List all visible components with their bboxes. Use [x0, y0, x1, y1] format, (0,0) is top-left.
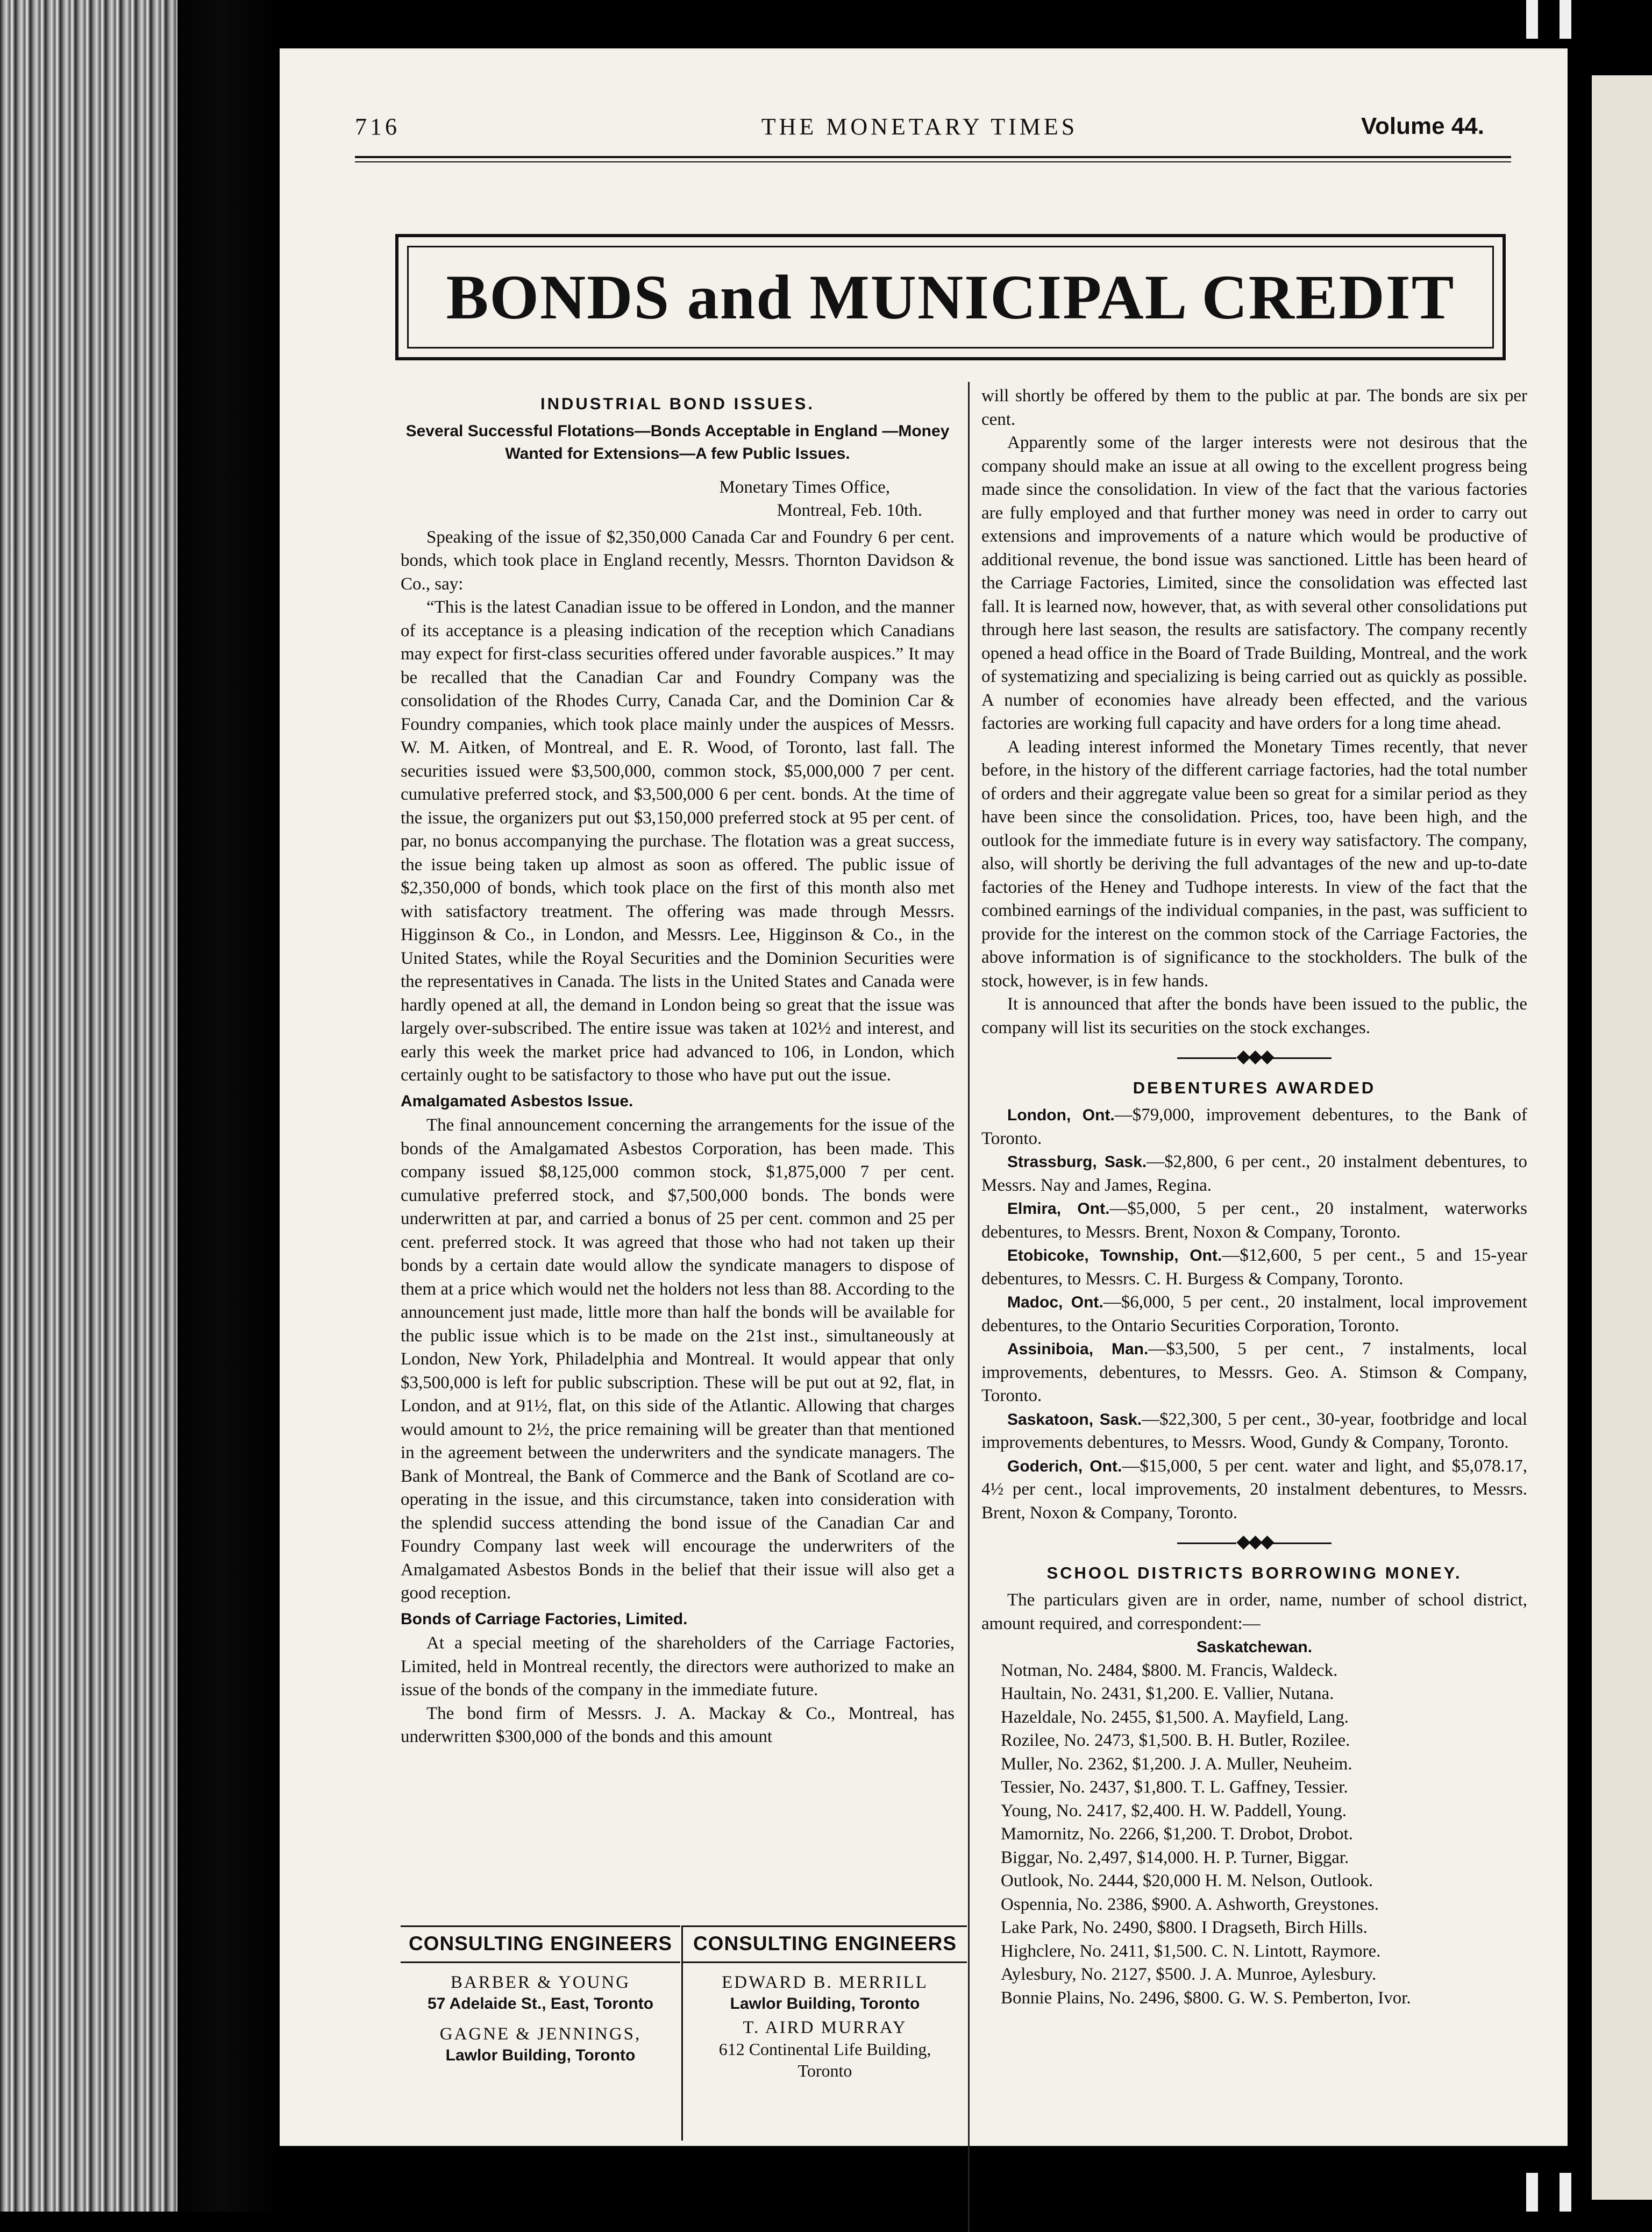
debentures-heading: DEBENTURES AWARDED: [1133, 1078, 1376, 1097]
ad-firm: GAGNE & JENNINGS,: [439, 2024, 642, 2044]
newspaper-page: [280, 48, 1568, 2146]
ad-address: Lawlor Building, Toronto: [730, 1995, 920, 2013]
debenture-details: —$5,000, 5 per cent., 20 instalment, waterworks debentures, to Messrs. Brent, Noxon & Company, Toronto.: [981, 1199, 1527, 1242]
article-heading: INDUSTRIAL BOND ISSUES.: [540, 394, 815, 413]
debenture-entry: [981, 1338, 1527, 1408]
debenture-entry: [981, 1197, 1527, 1244]
page-header: [355, 113, 1484, 145]
film-mark: [1526, 0, 1538, 39]
debenture-entry: [981, 1150, 1527, 1197]
debenture-details: —$3,500, 5 per cent., 7 instalments, local improvements, debentures, to Messrs. Geo. A. Stimson & Company, Toronto.: [981, 1339, 1527, 1405]
debenture-place: Strassburg, Sask.: [1007, 1153, 1147, 1171]
masthead: THE MONETARY TIMES: [761, 113, 1078, 140]
debenture-place: Saskatoon, Sask.: [1007, 1410, 1142, 1428]
debenture-details: —$15,000, 5 per cent. water and light, and $5,078.17, 4½ per cent., local improvements, 20 instalment debentures, to Messrs. Brent, Noxon & Company, Toronto.: [981, 1456, 1527, 1523]
paragraph: Speaking of the issue of $2,350,000 Canada Car and Foundry 6 per cent. bonds, which took place in England recently, Messrs. Thornton Davidson & Co., say:: [401, 527, 955, 594]
dateline-office: Monetary Times Office,: [719, 477, 890, 497]
paragraph: The bond firm of Messrs. J. A. Mackay & Co., Montreal, has underwritten $300,000 of the bonds and this amount: [401, 1703, 955, 1746]
debenture-entry: [981, 1455, 1527, 1525]
article-subheading: Several Successful Flotations—Bonds Acceptable in England —Money Wanted for Extensions—A few Public Issues.: [405, 422, 950, 463]
ad-consulting-engineers-left: [401, 1925, 680, 2141]
school-entry: Young, No. 2417, $2,400. H. W. Paddell, Young.: [1001, 1801, 1347, 1821]
section-heading: Amalgamated Asbestos Issue.: [401, 1092, 633, 1110]
section-heading: Bonds of Carriage Factories, Limited.: [401, 1610, 688, 1628]
ad-address: 57 Adelaide St., East, Toronto: [427, 1995, 654, 2013]
school-intro: The particulars given are in order, name, number of school district, amount required, and correspondent:—: [981, 1590, 1527, 1633]
school-entry: Lake Park, No. 2490, $800. I Dragseth, Birch Hills.: [1001, 1918, 1368, 1937]
binding-shadow: [161, 0, 280, 2212]
film-mark: [1560, 2173, 1571, 2212]
school-entry: Bonnie Plains, No. 2496, $800. G. W. S. Pemberton, Ivor.: [1001, 1988, 1411, 2008]
dateline-place: Montreal, Feb. 10th.: [777, 501, 922, 520]
section-title-box: [395, 234, 1506, 360]
ad-address: Toronto: [797, 2061, 852, 2080]
ad-consulting-engineers-right: [681, 1925, 967, 2141]
school-entry: Hazeldale, No. 2455, $1,500. A. Mayfield, Lang.: [1001, 1707, 1349, 1727]
debenture-place: London, Ont.: [1007, 1106, 1115, 1124]
section-title-inner: [407, 246, 1494, 349]
film-mark: [1526, 2173, 1538, 2212]
debenture-details: —$6,000, 5 per cent., 20 instalment, local improvement debentures, to the Ontario Securities Corporation, Toronto.: [981, 1292, 1527, 1335]
ornament-divider: ◆◆◆: [981, 1530, 1527, 1554]
school-districts-heading: SCHOOL DISTRICTS BORROWING MONEY.: [1046, 1563, 1462, 1582]
debenture-details: —$2,800, 6 per cent., 20 instalment debentures, to Messrs. Nay and James, Regina.: [981, 1152, 1528, 1195]
school-entry: Aylesbury, No. 2127, $500. J. A. Munroe, Aylesbury.: [1001, 1965, 1377, 1984]
film-mark: [1560, 0, 1571, 39]
debenture-entry: [981, 1291, 1527, 1338]
page-number: 716: [355, 113, 400, 140]
school-entry: Ospennia, No. 2386, $900. A. Ashworth, Greystones.: [1001, 1894, 1379, 1914]
book-binding-edge: [0, 0, 177, 2212]
section-title: BONDS and MUNICIPAL CREDIT: [446, 261, 1455, 332]
debenture-entry: [981, 1408, 1527, 1455]
paragraph: Apparently some of the larger interests were not desirous that the company should make an issue at all owing to the excellent progress being made since the consolidation. In view of the fact that the various factories are fully employed and that further money was need in order to carry out extensions and improvements of a nature which would be productive of additional revenue, the bond issue was sanctioned. Little has been heard of the Carriage Factories, Limited, since the consolidation was effected last fall. It is learned now, however, that, as with several other consolidations put through here last season, the results are satisfactory. The company recently opened a head office in the Board of Trade Building, Montreal, and the work of systematizing and specializing is being carried out as quickly as possible. A number of economies have already been effected, and the various factories are working full capacity and have orders for a long time ahead.: [981, 433, 1527, 733]
paragraph: “This is the latest Canadian issue to be offered in London, and the manner of its acceptance is a pleasing indication of the reception which Canadians may expect for first-class securities offered under favorable auspices.” It may be recalled that the Canadian Car and Foundry Company was the consolidation of the Rhodes Curry, Canada Car, and the Dominion Car & Foundry companies, which took place mainly under the auspices of Messrs. W. M. Aitken, of Montreal, and E. R. Wood, of Toronto, last fall. The securities issued were $3,500,000, common stock, $5,000,000 7 per cent. cumulative preferred stock, and $3,500,000 6 per cent. bonds. At the time of the issue, the organizers put out $3,150,000 preferred stock at 95 per cent. of par, no bonus accompanying the purchase. The flotation was a great success, the issue being taken up almost as soon as offered. The public issue of $2,350,000 of bonds, which took place on the first of this month also met with satisfactory treatment. The offering was made through Messrs. Higginson & Co., in London, and Messrs. Lee, Higginson & Co., in the United States, while the Royal Securities and the Dominion Securities were the representatives in Canada. The lists in the United States and Canada were hardly opened at all, the demand in London being so great that the issue was largely over-subscribed. The entire issue was taken at 102½ and interest, and early this week the market price had advanced to 106, in London, which certainly ought to be satisfactory to those who have put out the issue.: [401, 598, 955, 1085]
ad-firm: T. AIRD MURRAY: [743, 2018, 907, 2037]
school-entry: Outlook, No. 2444, $20,000 H. M. Nelson, Outlook.: [1001, 1871, 1373, 1890]
ornament-divider: ◆◆◆: [981, 1045, 1527, 1069]
debenture-details: —$12,600, 5 per cent., 5 and 15-year debentures, to Messrs. C. H. Burgess & Company, Toronto.: [981, 1246, 1527, 1289]
facing-page-edge: [1592, 75, 1652, 2200]
left-column: [401, 385, 955, 1749]
ad-heading: CONSULTING ENGINEERS: [683, 1925, 967, 1963]
paragraph: A leading interest informed the Monetary Times recently, that never before, in the history of the different carriage factories, had the total number of orders and their aggregate value been so great for a similar period as they have been since the consolidation. Prices, too, have been high, and the outlook for the immediate future is in every way satisfactory. The company, also, will shortly be deriving the full advantages of the new and up-to-date factories of the Heney and Tudhope interests. In view of the fact that the combined earnings of the individual companies, in the past, was sufficient to provide for the interest on the common stock of the Carriage Factories, the above information is of significance to the stockholders. The bulk of the stock, however, is in few hands.: [981, 737, 1527, 991]
school-entry: Tessier, No. 2437, $1,800. T. L. Gaffney, Tessier.: [1001, 1778, 1348, 1797]
paragraph: The final announcement concerning the arrangements for the issue of the bonds of the Amalgamated Asbestos Corporation, has been made. This company issued $8,125,000 common stock, $1,875,000 7 per cent. cumulative preferred stock, and $7,500,000 bonds. The bonds were underwritten at par, and carried a bonus of 25 per cent. common and 25 per cent. preferred stock. It was agreed that those who had not taken up their bonds by a certain date would allow the syndicate managers to dispose of them at a price which would net the holders not less than 88. According to the announcement just made, little more than half the bonds will be available for the public issue which is to be made on the 21st inst., simultaneously at London, New York, Philadelphia and Montreal. It would appear that only $3,500,000 is left for public subscription. These will be put out at 92, flat, in London, and at 91½, flat, on this side of the Atlantic. Allowing that charges would amount to 2½, the price remaining will be greater than that mentioned in the agreement between the underwriters and the syndicate managers. The Bank of Montreal, the Bank of Commerce and the Bank of Scotland are co-operating in the issue, and this circumstance, taken into consideration with the splendid success attending the bond issue of the Canadian Car and Foundry Company last week will encourage the underwriters of the Amalgamated Asbestos Bonds in the belief that their issue will also get a good reception.: [401, 1115, 955, 1603]
ad-heading: CONSULTING ENGINEERS: [401, 1925, 680, 1963]
header-rule: [355, 161, 1511, 162]
school-entry: Notman, No. 2484, $800. M. Francis, Waldeck.: [1001, 1660, 1338, 1680]
debenture-details: —$22,300, 5 per cent., 30-year, footbridge and local improvements debentures, to Messrs. Wood, Gundy & Company, Toronto.: [981, 1409, 1527, 1452]
debenture-details: —$79,000, improvement debentures, to the Bank of Toronto.: [981, 1105, 1527, 1148]
header-rule: [355, 156, 1511, 158]
column-rule: [968, 382, 970, 2232]
debenture-place: Assiniboia, Man.: [1007, 1340, 1149, 1358]
debenture-entry: [981, 1104, 1527, 1150]
debenture-place: Elmira, Ont.: [1007, 1200, 1110, 1218]
school-entry: Biggar, No. 2,497, $14,000. H. P. Turner, Biggar.: [1001, 1847, 1349, 1867]
advertisements: [401, 1925, 965, 2141]
volume-label: Volume 44.: [1361, 113, 1484, 139]
ad-address: 612 Continental Life Building,: [718, 2039, 931, 2059]
debenture-place: Goderich, Ont.: [1007, 1457, 1122, 1475]
paragraph: At a special meeting of the shareholders of the Carriage Factories, Limited, held in Montreal recently, the directors were authorized to make an issue of the bonds of the company in the immediate future.: [401, 1633, 955, 1700]
debenture-entry: [981, 1244, 1527, 1291]
province-heading: Saskatchewan.: [1196, 1638, 1313, 1656]
school-entry: Muller, No. 2362, $1,200. J. A. Muller, Neuheim.: [1001, 1754, 1352, 1774]
right-column: [981, 385, 1527, 2010]
debenture-place: Etobicoke, Township, Ont.: [1007, 1247, 1222, 1264]
school-entry: Haultain, No. 2431, $1,200. E. Vallier, Nutana.: [1001, 1684, 1334, 1703]
school-entry: Rozilee, No. 2473, $1,500. B. H. Butler, Rozilee.: [1001, 1731, 1350, 1750]
debenture-place: Madoc, Ont.: [1007, 1293, 1103, 1311]
ad-firm: EDWARD B. MERRILL: [722, 1973, 928, 1992]
school-entry: Mamornitz, No. 2266, $1,200. T. Drobot, Drobot.: [1001, 1824, 1354, 1844]
ad-address: Lawlor Building, Toronto: [445, 2046, 636, 2064]
paragraph: will shortly be offered by them to the public at par. The bonds are six per cent.: [981, 386, 1527, 429]
paragraph: It is announced that after the bonds have been issued to the public, the company will list its securities on the stock exchanges.: [981, 994, 1527, 1037]
school-entry: Highclere, No. 2411, $1,500. C. N. Lintott, Raymore.: [1001, 1941, 1381, 1961]
ad-firm: BARBER & YOUNG: [450, 1973, 631, 1992]
